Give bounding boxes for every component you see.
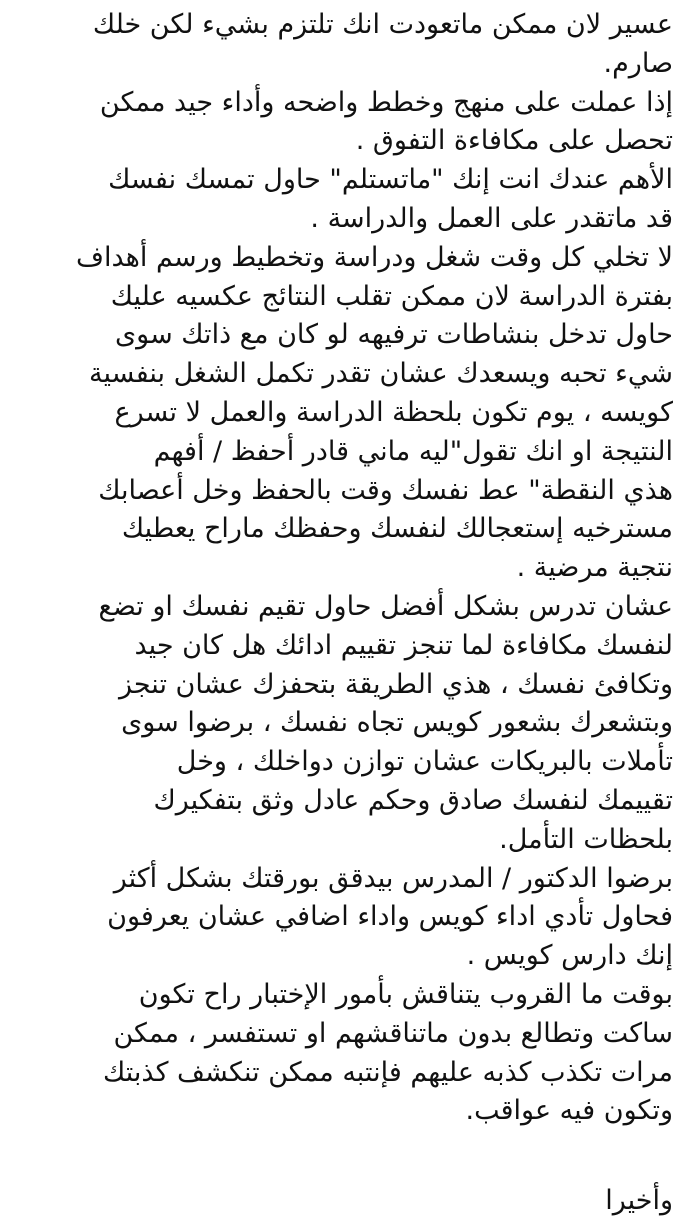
text-line: لنفسك مكافاءة لما تنجز تقييم ادائك هل كان جيد (134, 629, 673, 661)
text-line: هذي النقطة" عط نفسك وقت بالحفظ وخل أعصابك (98, 474, 673, 506)
text-line: فحاول تأدي اداء كويس واداء اضافي عشان يعرفون (107, 901, 673, 933)
text-line: مرات تكذب كذبه عليهم فإنتبه ممكن تنكشف كذبتك (102, 1056, 673, 1088)
clipped-text-line: وأخيرا (605, 1185, 673, 1216)
text-line: وتكون فيه عواقب. (465, 1095, 673, 1127)
text-line: وتكافئ نفسك ، هذي الطريقة بتحفزك عشان تنجز (118, 668, 673, 700)
text-line: صارم. (603, 47, 673, 79)
text-line: ساكت وتطالع بدون ماتناقشهم او تستفسر ، ممكن (113, 1017, 673, 1049)
text-line: تقييمك لنفسك صادق وحكم عادل وثق بتفكيرك (153, 784, 673, 816)
text-line: مسترخيه إستعجالك لنفسك وحفظك ماراح يعطيك (121, 513, 673, 545)
text-line: كويسه ، يوم تكون بلحظة الدراسة والعمل لا تسرع (114, 396, 673, 428)
text-line: حاول تدخل بنشاطات ترفيهه لو كان مع ذاتك سوى (115, 319, 673, 351)
text-line: إذا عملت على منهج وخطط واضحه وأداء جيد ممكن (99, 86, 673, 118)
text-line: عسير لان ممكن ماتعودت انك تلتزم بشيء لكن خلك (92, 9, 673, 40)
text-line: شيء تحبه ويسعدك عشان تقدر تكمل الشغل بنفسية (89, 358, 673, 390)
text-line: عشان تدرس بشكل أفضل حاول تقيم نفسك او تضع (98, 590, 673, 622)
text-line: بلحظات التأمل. (499, 823, 673, 855)
text-line: تحصل على مكافاءة التفوق . (355, 125, 673, 157)
text-line: قد ماتقدر على العمل والدراسة . (310, 202, 673, 234)
text-line: نتجية مرضية . (516, 552, 673, 584)
article-text (14, 6, 673, 1131)
text-line: وبتشعرك بشعور كويس تجاه نفسك ، برضوا سوى (121, 707, 673, 739)
text-line: الأهم عندك انت إنك "ماتستلم" حاول تمسك نفسك (108, 164, 673, 196)
text-line: بفترة الدراسة لان ممكن تقلب النتائج عكسيه عليك (110, 280, 673, 312)
text-line: إنك دارس كويس . (466, 940, 673, 972)
text-line: لا تخلي كل وقت شغل ودراسة وتخطيط ورسم أهداف (76, 241, 673, 273)
text-line: بوقت ما القروب يتناقش بأمور الإختبار راح تكون (138, 978, 673, 1010)
text-line: النتيجة او انك تقول"ليه ماني قادر أحفظ / أفهم (153, 435, 673, 467)
text-line: برضوا الدكتور / المدرس بيدقق بورقتك بشكل أكثر (113, 862, 673, 894)
text-line: تأملات بالبريكات عشان توازن دواخلك ، وخل (176, 746, 673, 778)
